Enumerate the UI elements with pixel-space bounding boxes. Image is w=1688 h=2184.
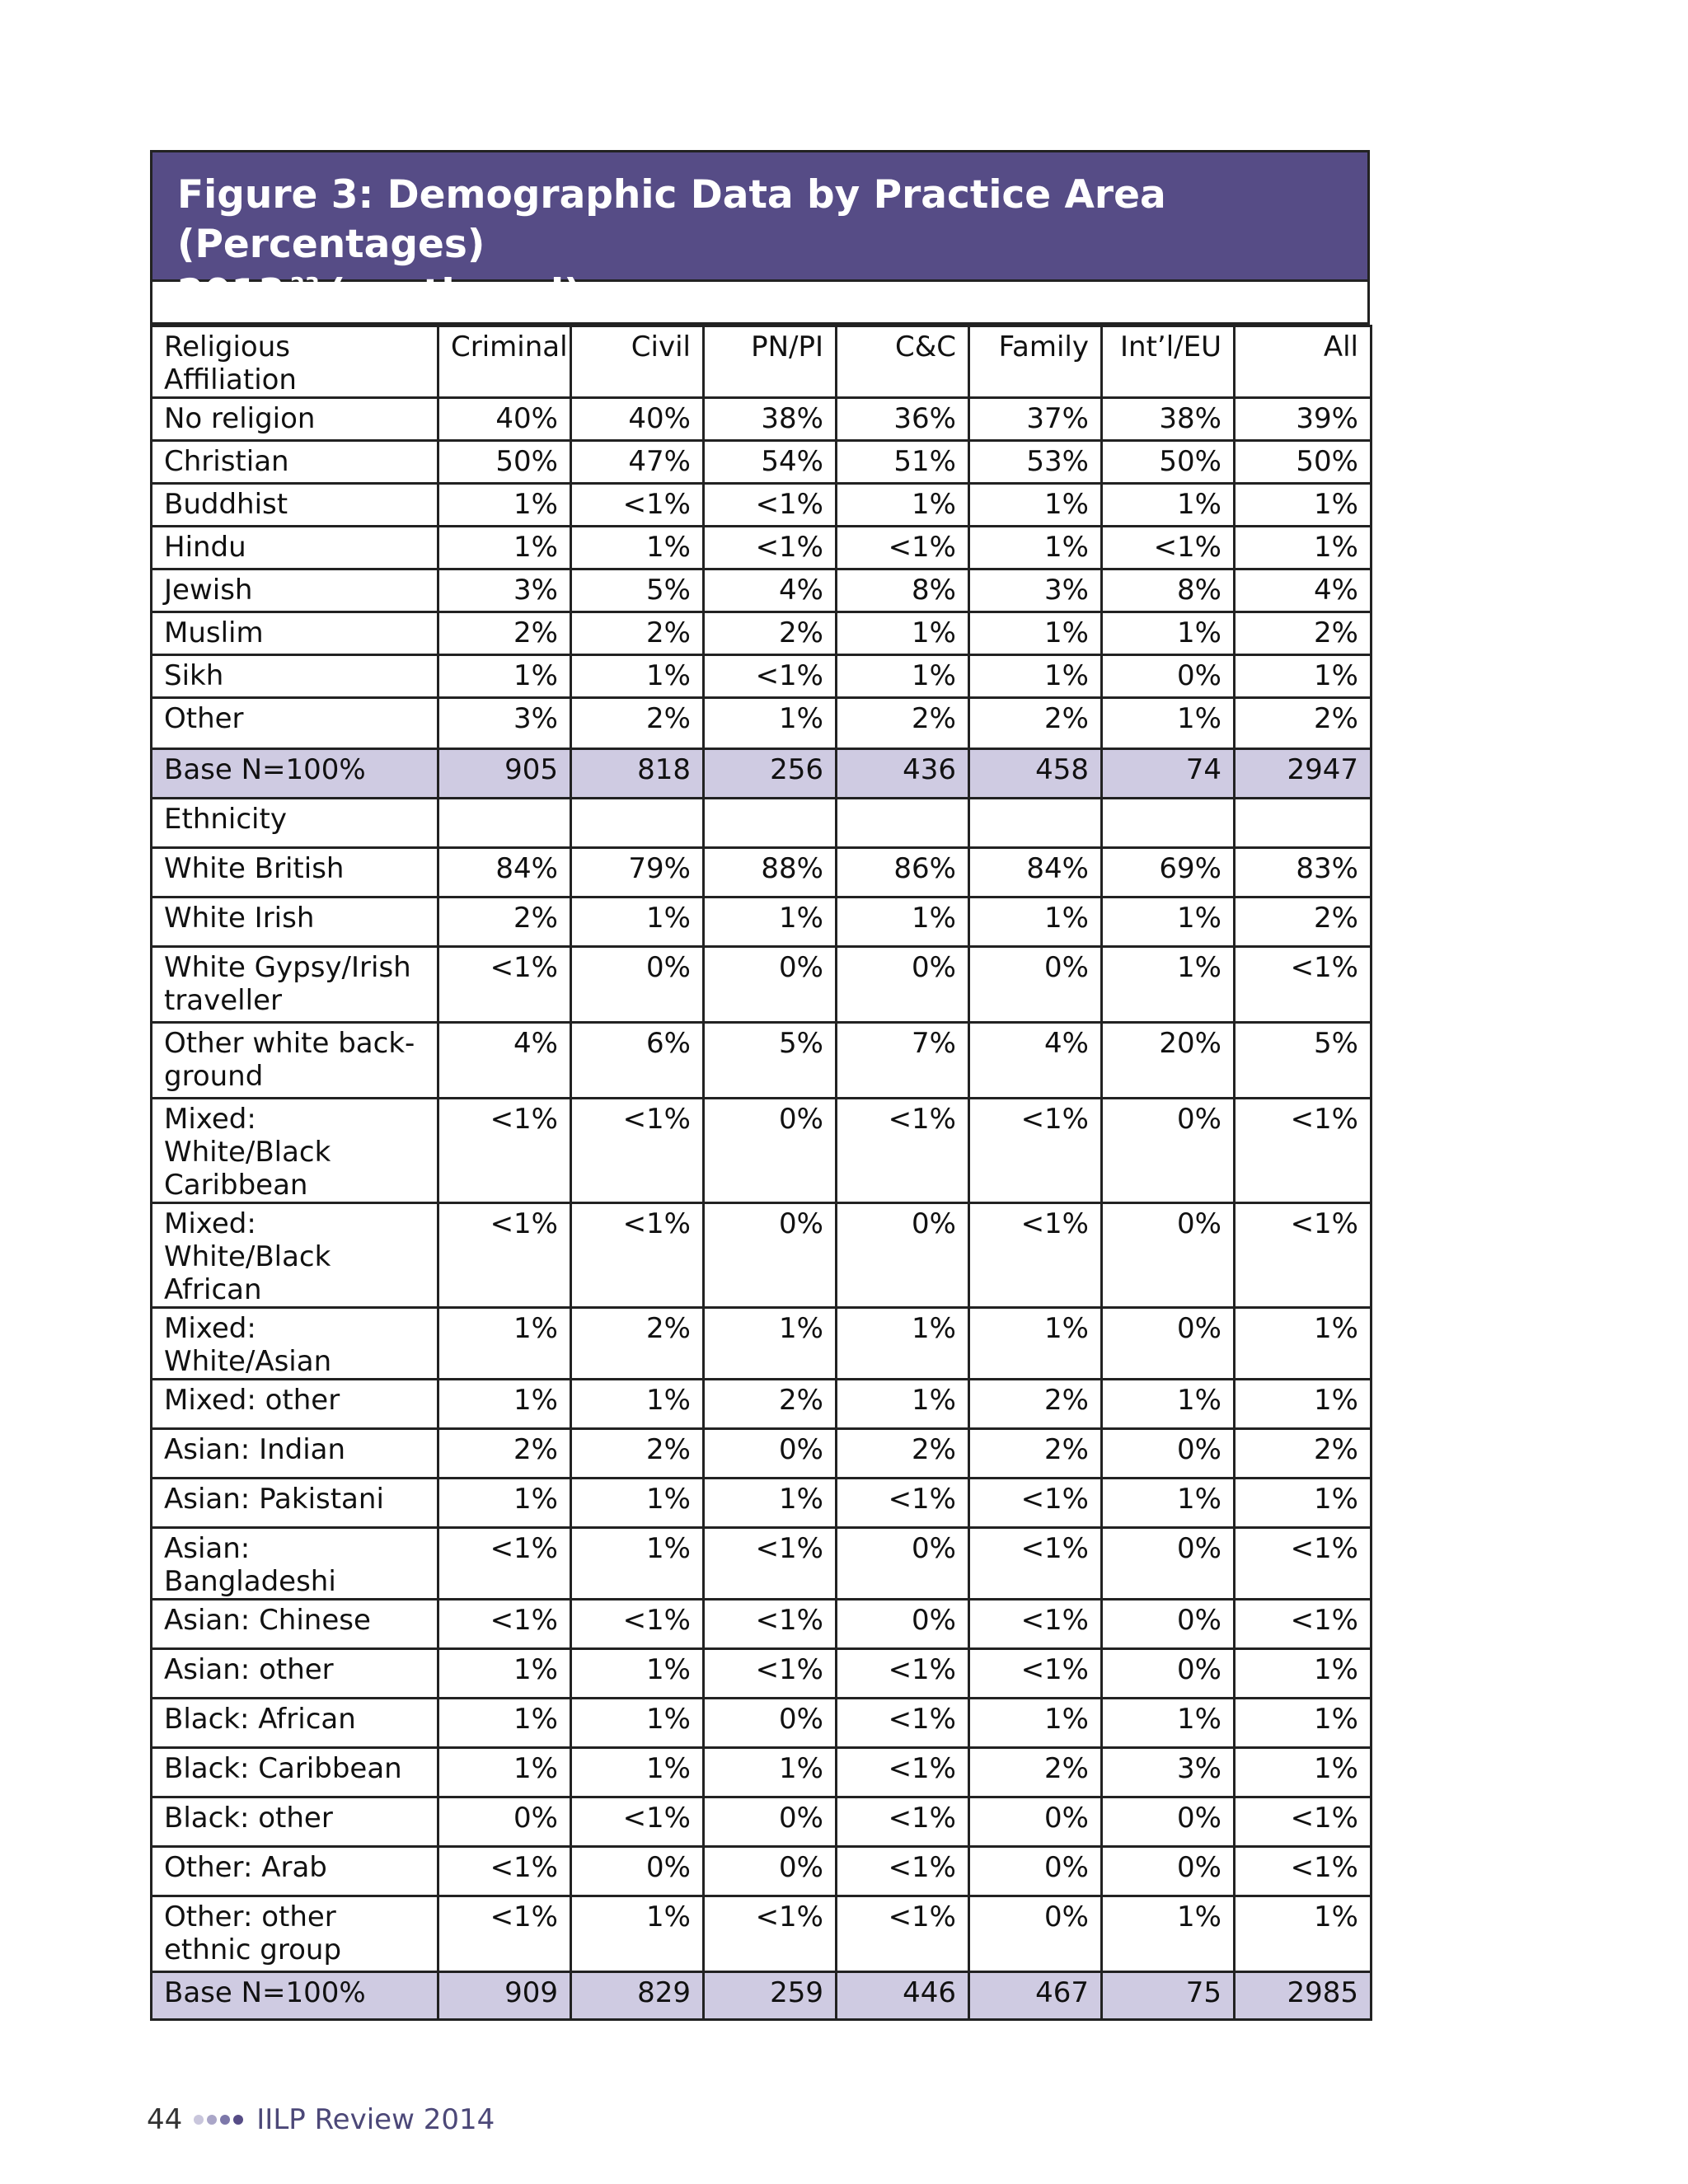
row-label: Muslim bbox=[152, 612, 438, 655]
table-cell: 3% bbox=[1102, 1748, 1235, 1797]
table-cell: 1% bbox=[571, 1380, 704, 1429]
table-cell: <1% bbox=[969, 1528, 1102, 1600]
table-cell: 1% bbox=[571, 1528, 704, 1600]
table-cell: 51% bbox=[837, 441, 969, 484]
table-cell: 1% bbox=[438, 1479, 571, 1528]
table-cell: 2% bbox=[969, 1748, 1102, 1797]
table-cell: 40% bbox=[438, 398, 571, 441]
table-cell: 1% bbox=[438, 1699, 571, 1748]
table-cell: 2% bbox=[969, 698, 1102, 749]
table-row bbox=[152, 1748, 1372, 1797]
table-cell: 0% bbox=[571, 1847, 704, 1896]
table-row bbox=[152, 898, 1372, 947]
table-cell: 1% bbox=[1235, 1896, 1372, 1972]
table-row bbox=[152, 1380, 1372, 1429]
table-cell: 1% bbox=[969, 1308, 1102, 1380]
table-row bbox=[152, 799, 1372, 848]
table-cell: <1% bbox=[1235, 1847, 1372, 1896]
table-cell: 0% bbox=[704, 1429, 837, 1479]
table-cell bbox=[571, 799, 704, 848]
table-cell: 0% bbox=[1102, 1099, 1235, 1203]
table-cell: <1% bbox=[438, 1528, 571, 1600]
table-cell: 1% bbox=[571, 1748, 704, 1797]
table-cell: 88% bbox=[704, 848, 837, 898]
table-cell: 1% bbox=[571, 898, 704, 947]
row-label: Hindu bbox=[152, 527, 438, 569]
table-cell: 1% bbox=[571, 1479, 704, 1528]
table-cell: <1% bbox=[1102, 527, 1235, 569]
table-cell: 7% bbox=[837, 1023, 969, 1099]
table-cell: 0% bbox=[1102, 1847, 1235, 1896]
table-cell: 0% bbox=[1102, 655, 1235, 698]
table-cell: 1% bbox=[1235, 527, 1372, 569]
row-label: Other: other ethnic group bbox=[152, 1896, 438, 1972]
column-header: All bbox=[1235, 326, 1372, 398]
table-cell: 1% bbox=[438, 1308, 571, 1380]
table-cell: 50% bbox=[1102, 441, 1235, 484]
table-cell: <1% bbox=[438, 1896, 571, 1972]
row-label: Christian bbox=[152, 441, 438, 484]
table-cell: 53% bbox=[969, 441, 1102, 484]
row-label: Asian: Chinese bbox=[152, 1600, 438, 1649]
row-label: Base N=100% bbox=[152, 749, 438, 799]
row-label: Asian: Bangladeshi bbox=[152, 1528, 438, 1600]
table-cell: <1% bbox=[1235, 1600, 1372, 1649]
table-cell: 1% bbox=[704, 1479, 837, 1528]
table-cell: 1% bbox=[1235, 1308, 1372, 1380]
table-cell: 5% bbox=[571, 569, 704, 612]
table-cell: 1% bbox=[704, 1748, 837, 1797]
table-cell: 2% bbox=[571, 698, 704, 749]
table-cell: 5% bbox=[704, 1023, 837, 1099]
table-cell: 39% bbox=[1235, 398, 1372, 441]
table-cell: <1% bbox=[571, 1203, 704, 1308]
table-cell: 0% bbox=[704, 1203, 837, 1308]
table-cell: 1% bbox=[969, 1699, 1102, 1748]
column-header: Family bbox=[969, 326, 1102, 398]
table-cell: 818 bbox=[571, 749, 704, 799]
row-label: No religion bbox=[152, 398, 438, 441]
table-cell: 1% bbox=[1102, 612, 1235, 655]
row-label: Mixed: White/Asian bbox=[152, 1308, 438, 1380]
table-cell: 50% bbox=[1235, 441, 1372, 484]
row-label: Jewish bbox=[152, 569, 438, 612]
table-cell: 1% bbox=[1235, 1380, 1372, 1429]
table-cell: 1% bbox=[1235, 1479, 1372, 1528]
table-row bbox=[152, 947, 1372, 1023]
table-cell: 0% bbox=[1102, 1308, 1235, 1380]
figure-title-suffix: (continued) bbox=[328, 271, 582, 316]
table-cell: 84% bbox=[438, 848, 571, 898]
table-cell: <1% bbox=[571, 484, 704, 527]
table-cell: 0% bbox=[1102, 1528, 1235, 1600]
table-cell: 1% bbox=[704, 698, 837, 749]
table-cell: 6% bbox=[571, 1023, 704, 1099]
table-cell: <1% bbox=[1235, 1528, 1372, 1600]
table-cell: 83% bbox=[1235, 848, 1372, 898]
table-row bbox=[152, 1203, 1372, 1308]
publication-title: IILP Review 2014 bbox=[256, 2103, 495, 2136]
table-cell: <1% bbox=[438, 1099, 571, 1203]
table-cell: <1% bbox=[704, 1600, 837, 1649]
row-label: Asian: Pakistani bbox=[152, 1479, 438, 1528]
row-label: White British bbox=[152, 848, 438, 898]
footer-dot bbox=[207, 2115, 217, 2125]
table-row bbox=[152, 1479, 1372, 1528]
footer-dots bbox=[194, 2115, 246, 2125]
table-cell: 0% bbox=[1102, 1203, 1235, 1308]
table-cell: 1% bbox=[438, 1748, 571, 1797]
table-cell: 1% bbox=[1102, 1699, 1235, 1748]
table-cell: 1% bbox=[837, 1380, 969, 1429]
table-cell: <1% bbox=[837, 1847, 969, 1896]
table-cell: 37% bbox=[969, 398, 1102, 441]
row-label: Black: African bbox=[152, 1699, 438, 1748]
footer-dot bbox=[194, 2115, 204, 2125]
table-cell: 2% bbox=[438, 1429, 571, 1479]
table-cell: 0% bbox=[704, 1847, 837, 1896]
table-cell: 0% bbox=[1102, 1797, 1235, 1847]
table-cell: 1% bbox=[438, 1380, 571, 1429]
table-cell: 1% bbox=[704, 1308, 837, 1380]
table-cell: 1% bbox=[1102, 1896, 1235, 1972]
table-cell: 905 bbox=[438, 749, 571, 799]
table-cell: <1% bbox=[837, 527, 969, 569]
table-cell: 54% bbox=[704, 441, 837, 484]
figure-title bbox=[150, 150, 1370, 316]
table-cell: 2% bbox=[438, 898, 571, 947]
table-cell bbox=[1102, 799, 1235, 848]
table-cell: <1% bbox=[438, 947, 571, 1023]
table-cell: 0% bbox=[837, 1528, 969, 1600]
table-cell: 4% bbox=[438, 1023, 571, 1099]
table-row bbox=[152, 1600, 1372, 1649]
demographics-table bbox=[150, 325, 1372, 2021]
table-cell: 829 bbox=[571, 1972, 704, 2020]
table-cell: <1% bbox=[704, 1649, 837, 1699]
table-cell: <1% bbox=[837, 1479, 969, 1528]
row-label: Other: Arab bbox=[152, 1847, 438, 1896]
table-cell: <1% bbox=[704, 1528, 837, 1600]
table-cell: 0% bbox=[704, 1099, 837, 1203]
table-cell: 1% bbox=[438, 655, 571, 698]
table-cell: 0% bbox=[969, 1896, 1102, 1972]
table-cell: <1% bbox=[969, 1479, 1102, 1528]
table-cell: 0% bbox=[837, 1600, 969, 1649]
table-row bbox=[152, 698, 1372, 749]
footer-dot bbox=[220, 2115, 230, 2125]
row-label: Buddhist bbox=[152, 484, 438, 527]
table-cell: 4% bbox=[1235, 569, 1372, 612]
column-header: C&C bbox=[837, 326, 969, 398]
table-cell: 2% bbox=[1235, 698, 1372, 749]
table-row bbox=[152, 1429, 1372, 1479]
table-cell: 0% bbox=[969, 947, 1102, 1023]
table-cell: 79% bbox=[571, 848, 704, 898]
table-cell: <1% bbox=[704, 527, 837, 569]
base-row bbox=[152, 1972, 1372, 2020]
table-cell: 0% bbox=[571, 947, 704, 1023]
table-cell: 0% bbox=[704, 1699, 837, 1748]
table-row bbox=[152, 569, 1372, 612]
row-label: Ethnicity bbox=[152, 799, 438, 848]
table-cell: 0% bbox=[969, 1797, 1102, 1847]
table-cell: 1% bbox=[837, 655, 969, 698]
row-label: Other white back-ground bbox=[152, 1023, 438, 1099]
table-cell bbox=[1235, 799, 1372, 848]
table-cell: 2% bbox=[1235, 1429, 1372, 1479]
table-cell: 2% bbox=[837, 698, 969, 749]
table-cell: 2985 bbox=[1235, 1972, 1372, 2020]
table-cell: 1% bbox=[969, 898, 1102, 947]
table-cell: 1% bbox=[1102, 1380, 1235, 1429]
table-cell: 50% bbox=[438, 441, 571, 484]
table-cell: <1% bbox=[837, 1797, 969, 1847]
table-cell: 36% bbox=[837, 398, 969, 441]
table-row bbox=[152, 848, 1372, 898]
table-cell: 74 bbox=[1102, 749, 1235, 799]
table-cell: 75 bbox=[1102, 1972, 1235, 2020]
table-cell: 467 bbox=[969, 1972, 1102, 2020]
row-label: Sikh bbox=[152, 655, 438, 698]
table-cell: 2% bbox=[969, 1429, 1102, 1479]
page-footer bbox=[147, 2103, 495, 2136]
table-cell: 2% bbox=[704, 612, 837, 655]
row-label: Other bbox=[152, 698, 438, 749]
table-cell: 84% bbox=[969, 848, 1102, 898]
table-cell: <1% bbox=[837, 1748, 969, 1797]
table-cell: 5% bbox=[1235, 1023, 1372, 1099]
table-cell: 2% bbox=[571, 612, 704, 655]
table-cell: 1% bbox=[1235, 1699, 1372, 1748]
table-cell: 1% bbox=[571, 1649, 704, 1699]
table-header-row bbox=[152, 326, 1372, 398]
table-cell: 1% bbox=[969, 484, 1102, 527]
table-cell: <1% bbox=[1235, 1203, 1372, 1308]
table-row bbox=[152, 527, 1372, 569]
row-label: Black: Caribbean bbox=[152, 1748, 438, 1797]
table-cell: 0% bbox=[969, 1847, 1102, 1896]
table-cell: 1% bbox=[837, 1308, 969, 1380]
table-cell: 1% bbox=[571, 1896, 704, 1972]
row-label: Asian: Indian bbox=[152, 1429, 438, 1479]
footer-dot bbox=[233, 2115, 243, 2125]
row-label: Mixed: White/Black African bbox=[152, 1203, 438, 1308]
row-label: Base N=100% bbox=[152, 1972, 438, 2020]
table-cell: 3% bbox=[438, 569, 571, 612]
table-row bbox=[152, 1649, 1372, 1699]
table-row bbox=[152, 1699, 1372, 1748]
table-cell: <1% bbox=[969, 1099, 1102, 1203]
column-header: Int’l/EU bbox=[1102, 326, 1235, 398]
table-cell: 0% bbox=[1102, 1429, 1235, 1479]
table-cell: <1% bbox=[837, 1699, 969, 1748]
table-cell: <1% bbox=[438, 1600, 571, 1649]
table-cell: <1% bbox=[837, 1099, 969, 1203]
column-header: Civil bbox=[571, 326, 704, 398]
table-cell: 0% bbox=[438, 1797, 571, 1847]
table-cell: 4% bbox=[969, 1023, 1102, 1099]
table-cell: <1% bbox=[571, 1797, 704, 1847]
table-cell: 1% bbox=[1102, 484, 1235, 527]
table-cell: 0% bbox=[837, 947, 969, 1023]
table-cell: <1% bbox=[438, 1847, 571, 1896]
base-row bbox=[152, 749, 1372, 799]
table-cell: <1% bbox=[837, 1649, 969, 1699]
table-cell: 446 bbox=[837, 1972, 969, 2020]
table-cell: <1% bbox=[704, 484, 837, 527]
figure-title-line1: Figure 3: Demographic Data by Practice Area (Percentages) bbox=[177, 172, 1166, 267]
table-cell: <1% bbox=[969, 1203, 1102, 1308]
table-cell: 1% bbox=[837, 612, 969, 655]
table-row bbox=[152, 655, 1372, 698]
table-cell: 2% bbox=[1235, 898, 1372, 947]
table-row bbox=[152, 1308, 1372, 1380]
table-cell: 1% bbox=[1102, 947, 1235, 1023]
table-cell: 40% bbox=[571, 398, 704, 441]
row-label: White Gypsy/Irish traveller bbox=[152, 947, 438, 1023]
table-cell: 1% bbox=[1102, 698, 1235, 749]
table-cell: 20% bbox=[1102, 1023, 1235, 1099]
table-cell bbox=[704, 799, 837, 848]
column-header: Religious Affiliation bbox=[152, 326, 438, 398]
table-cell: 69% bbox=[1102, 848, 1235, 898]
table-cell: 2% bbox=[571, 1308, 704, 1380]
table-cell: 86% bbox=[837, 848, 969, 898]
table-cell bbox=[837, 799, 969, 848]
column-header: PN/PI bbox=[704, 326, 837, 398]
row-label: Mixed: other bbox=[152, 1380, 438, 1429]
table-cell: <1% bbox=[1235, 1797, 1372, 1847]
page-number: 44 bbox=[147, 2103, 183, 2136]
table-row bbox=[152, 1896, 1372, 1972]
column-header: Criminal bbox=[438, 326, 571, 398]
table-cell: 1% bbox=[969, 655, 1102, 698]
table-cell: 1% bbox=[969, 527, 1102, 569]
table-cell: 436 bbox=[837, 749, 969, 799]
table-cell: 0% bbox=[704, 1797, 837, 1847]
table-cell: 2% bbox=[837, 1429, 969, 1479]
table-cell: 2% bbox=[704, 1380, 837, 1429]
table-cell: 1% bbox=[438, 527, 571, 569]
figure-title-year: 2013 bbox=[177, 271, 285, 316]
table-cell: <1% bbox=[438, 1203, 571, 1308]
table-cell: 0% bbox=[837, 1203, 969, 1308]
table-cell: 1% bbox=[1235, 1748, 1372, 1797]
table-row bbox=[152, 441, 1372, 484]
table-cell: <1% bbox=[571, 1600, 704, 1649]
table-cell: <1% bbox=[1235, 1099, 1372, 1203]
table-cell: <1% bbox=[1235, 947, 1372, 1023]
table-row bbox=[152, 1847, 1372, 1896]
table-cell: 1% bbox=[438, 484, 571, 527]
table-cell: 47% bbox=[571, 441, 704, 484]
table-row bbox=[152, 398, 1372, 441]
table-cell: 8% bbox=[837, 569, 969, 612]
table-cell: <1% bbox=[969, 1649, 1102, 1699]
table-cell: 909 bbox=[438, 1972, 571, 2020]
table-cell: 1% bbox=[837, 484, 969, 527]
table-cell bbox=[969, 799, 1102, 848]
table-cell: 1% bbox=[837, 898, 969, 947]
row-label: Mixed: White/Black Caribbean bbox=[152, 1099, 438, 1203]
row-label: White Irish bbox=[152, 898, 438, 947]
row-label: Black: other bbox=[152, 1797, 438, 1847]
table-row bbox=[152, 612, 1372, 655]
table-cell: 38% bbox=[1102, 398, 1235, 441]
table-cell: <1% bbox=[837, 1896, 969, 1972]
table-row bbox=[152, 1528, 1372, 1600]
table-row bbox=[152, 1099, 1372, 1203]
table-cell: 3% bbox=[438, 698, 571, 749]
table-cell: 2947 bbox=[1235, 749, 1372, 799]
table-cell: 256 bbox=[704, 749, 837, 799]
figure-3 bbox=[150, 150, 1370, 2021]
table-cell: 1% bbox=[1235, 1649, 1372, 1699]
table-cell: 2% bbox=[1235, 612, 1372, 655]
table-cell: 3% bbox=[969, 569, 1102, 612]
table-cell: 8% bbox=[1102, 569, 1235, 612]
table-cell: 2% bbox=[969, 1380, 1102, 1429]
table-cell: 1% bbox=[438, 1649, 571, 1699]
table-cell: 1% bbox=[1102, 898, 1235, 947]
table-cell: <1% bbox=[571, 1099, 704, 1203]
table-cell: 1% bbox=[571, 1699, 704, 1748]
table-cell: 1% bbox=[1102, 1479, 1235, 1528]
table-cell: 1% bbox=[571, 527, 704, 569]
table-cell: 4% bbox=[704, 569, 837, 612]
table-cell: 0% bbox=[1102, 1649, 1235, 1699]
row-label: Asian: other bbox=[152, 1649, 438, 1699]
table-row bbox=[152, 484, 1372, 527]
table-cell bbox=[438, 799, 571, 848]
table-cell: <1% bbox=[969, 1600, 1102, 1649]
table-cell: 1% bbox=[969, 612, 1102, 655]
table-cell: 458 bbox=[969, 749, 1102, 799]
table-cell: 38% bbox=[704, 398, 837, 441]
table-cell: 1% bbox=[704, 898, 837, 947]
table-cell: 1% bbox=[571, 655, 704, 698]
table-cell: 0% bbox=[704, 947, 837, 1023]
table-cell: 0% bbox=[1102, 1600, 1235, 1649]
table-cell: 259 bbox=[704, 1972, 837, 2020]
footnote-ref: 23 bbox=[289, 274, 320, 299]
table-cell: 2% bbox=[571, 1429, 704, 1479]
table-cell: <1% bbox=[704, 655, 837, 698]
table-row bbox=[152, 1023, 1372, 1099]
table-row bbox=[152, 1797, 1372, 1847]
table-cell: 1% bbox=[1235, 655, 1372, 698]
table-cell: 1% bbox=[1235, 484, 1372, 527]
table-cell: 2% bbox=[438, 612, 571, 655]
table-cell: <1% bbox=[704, 1896, 837, 1972]
